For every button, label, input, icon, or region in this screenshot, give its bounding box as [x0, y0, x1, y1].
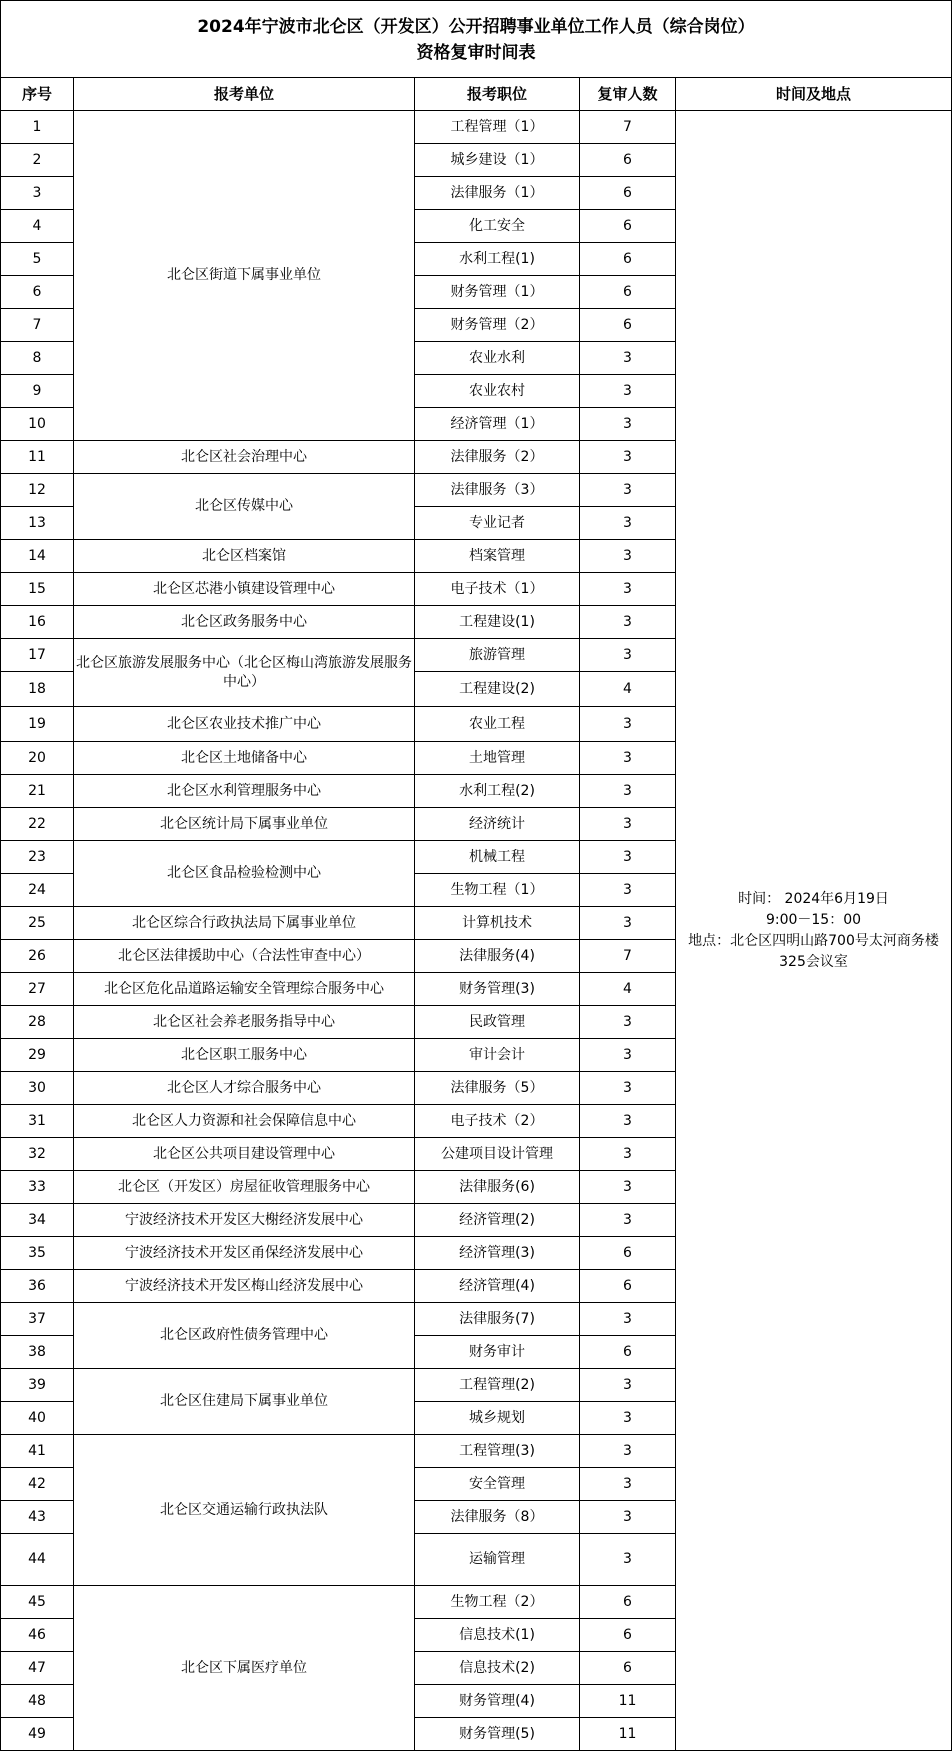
document-title: [0, 0, 952, 78]
row-seq: 11: [1, 441, 74, 474]
row-seq: 14: [1, 540, 74, 573]
row-count: 3: [580, 874, 676, 907]
row-seq: 1: [1, 111, 74, 144]
row-seq: 18: [1, 672, 74, 707]
row-seq: 49: [1, 1718, 74, 1751]
row-unit: 北仑区公共项目建设管理中心: [74, 1138, 415, 1171]
row-unit: 北仑区档案馆: [74, 540, 415, 573]
row-position: 生物工程（1）: [415, 874, 580, 907]
row-count: 7: [580, 940, 676, 973]
header-count: 复审人数: [580, 78, 676, 111]
row-count: 6: [580, 177, 676, 210]
row-seq: 41: [1, 1435, 74, 1468]
row-count: 3: [580, 507, 676, 540]
row-seq: 46: [1, 1619, 74, 1652]
row-unit: 北仑区住建局下属事业单位: [74, 1369, 415, 1435]
row-count: 6: [580, 309, 676, 342]
row-position: 公建项目设计管理: [415, 1138, 580, 1171]
row-unit: 北仑区政务服务中心: [74, 606, 415, 639]
schedule-hours: 9:00－15：00: [765, 911, 862, 928]
schedule-time: 时间： 2024年6月19日: [738, 890, 889, 907]
row-unit: 北仑区职工服务中心: [74, 1039, 415, 1072]
row-position: 经济统计: [415, 808, 580, 841]
row-count: 3: [580, 441, 676, 474]
row-count: 3: [580, 573, 676, 606]
row-seq: 40: [1, 1402, 74, 1435]
row-unit: 北仑区土地储备中心: [74, 742, 415, 775]
table-row: [1, 111, 952, 144]
row-unit: 北仑区人力资源和社会保障信息中心: [74, 1105, 415, 1138]
row-position: 财务管理(4): [415, 1685, 580, 1718]
row-unit: 北仑区（开发区）房屋征收管理服务中心: [74, 1171, 415, 1204]
row-seq: 8: [1, 342, 74, 375]
row-position: 农业工程: [415, 707, 580, 742]
row-seq: 6: [1, 276, 74, 309]
row-position: 工程管理(2): [415, 1369, 580, 1402]
row-seq: 30: [1, 1072, 74, 1105]
row-count: 3: [580, 707, 676, 742]
row-count: 7: [580, 111, 676, 144]
row-position: 水利工程(1): [415, 243, 580, 276]
row-position: 法律服务（8）: [415, 1501, 580, 1534]
row-seq: 9: [1, 375, 74, 408]
row-seq: 38: [1, 1336, 74, 1369]
header-position: 报考职位: [415, 78, 580, 111]
row-position: 经济管理(4): [415, 1270, 580, 1303]
row-position: 法律服务（5）: [415, 1072, 580, 1105]
row-position: 计算机技术: [415, 907, 580, 940]
title-line-2: 资格复审时间表: [416, 42, 536, 63]
header-row: [1, 78, 952, 111]
row-unit: 北仑区社会治理中心: [74, 441, 415, 474]
header-unit: 报考单位: [74, 78, 415, 111]
row-seq: 44: [1, 1534, 74, 1586]
row-position: 法律服务（3）: [415, 474, 580, 507]
header-seq: 序号: [1, 78, 74, 111]
row-seq: 3: [1, 177, 74, 210]
row-position: 水利工程(2): [415, 775, 580, 808]
row-count: 3: [580, 1006, 676, 1039]
row-unit: 北仑区法律援助中心（合法性审查中心）: [74, 940, 415, 973]
row-position: 农业水利: [415, 342, 580, 375]
row-count: 3: [580, 775, 676, 808]
schedule-info: [676, 111, 952, 1751]
row-position: 民政管理: [415, 1006, 580, 1039]
row-count: 3: [580, 1105, 676, 1138]
row-seq: 15: [1, 573, 74, 606]
row-count: 3: [580, 1501, 676, 1534]
row-position: 旅游管理: [415, 639, 580, 672]
row-unit: 宁波经济技术开发区梅山经济发展中心: [74, 1270, 415, 1303]
row-unit: 北仑区交通运输行政执法队: [74, 1435, 415, 1586]
row-seq: 39: [1, 1369, 74, 1402]
row-count: 3: [580, 1468, 676, 1501]
row-unit: 北仑区旅游发展服务中心（北仑区梅山湾旅游发展服务中心）: [74, 639, 415, 707]
row-count: 11: [580, 1718, 676, 1751]
row-unit: 北仑区传媒中心: [74, 474, 415, 540]
row-count: 3: [580, 742, 676, 775]
row-seq: 28: [1, 1006, 74, 1039]
row-seq: 36: [1, 1270, 74, 1303]
row-position: 法律服务(4): [415, 940, 580, 973]
row-seq: 4: [1, 210, 74, 243]
row-count: 3: [580, 907, 676, 940]
row-seq: 13: [1, 507, 74, 540]
row-position: 运输管理: [415, 1534, 580, 1586]
row-seq: 33: [1, 1171, 74, 1204]
row-count: 3: [580, 1072, 676, 1105]
row-seq: 2: [1, 144, 74, 177]
row-position: 经济管理（1）: [415, 408, 580, 441]
row-seq: 45: [1, 1586, 74, 1619]
row-seq: 17: [1, 639, 74, 672]
row-count: 3: [580, 540, 676, 573]
row-position: 城乡建设（1）: [415, 144, 580, 177]
row-position: 电子技术（2）: [415, 1105, 580, 1138]
row-count: 6: [580, 1336, 676, 1369]
row-position: 财务管理(3): [415, 973, 580, 1006]
row-count: 3: [580, 1039, 676, 1072]
row-count: 3: [580, 375, 676, 408]
row-seq: 10: [1, 408, 74, 441]
row-count: 4: [580, 672, 676, 707]
row-seq: 27: [1, 973, 74, 1006]
row-seq: 21: [1, 775, 74, 808]
row-seq: 43: [1, 1501, 74, 1534]
row-position: 电子技术（1）: [415, 573, 580, 606]
row-position: 财务管理（1）: [415, 276, 580, 309]
row-position: 工程管理(3): [415, 1435, 580, 1468]
row-count: 3: [580, 841, 676, 874]
row-position: 经济管理(3): [415, 1237, 580, 1270]
row-unit: 北仑区人才综合服务中心: [74, 1072, 415, 1105]
row-count: 3: [580, 1303, 676, 1336]
row-position: 工程建设(1): [415, 606, 580, 639]
row-position: 档案管理: [415, 540, 580, 573]
row-count: 3: [580, 408, 676, 441]
row-unit: 北仑区农业技术推广中心: [74, 707, 415, 742]
row-position: 农业农村: [415, 375, 580, 408]
row-seq: 34: [1, 1204, 74, 1237]
row-unit: 北仑区街道下属事业单位: [74, 111, 415, 441]
row-count: 3: [580, 1204, 676, 1237]
row-count: 6: [580, 243, 676, 276]
row-seq: 12: [1, 474, 74, 507]
row-unit: 北仑区统计局下属事业单位: [74, 808, 415, 841]
row-unit: 北仑区政府性债务管理中心: [74, 1303, 415, 1369]
row-count: 11: [580, 1685, 676, 1718]
row-position: 财务管理（2）: [415, 309, 580, 342]
row-count: 6: [580, 1270, 676, 1303]
row-count: 3: [580, 1402, 676, 1435]
row-position: 法律服务（2）: [415, 441, 580, 474]
row-seq: 7: [1, 309, 74, 342]
row-position: 信息技术(2): [415, 1652, 580, 1685]
row-count: 6: [580, 210, 676, 243]
title-line-1: 2024年宁波市北仑区（开发区）公开招聘事业单位工作人员（综合岗位）: [197, 16, 755, 37]
row-seq: 26: [1, 940, 74, 973]
row-unit: 宁波经济技术开发区甬保经济发展中心: [74, 1237, 415, 1270]
row-unit: 北仑区综合行政执法局下属事业单位: [74, 907, 415, 940]
row-seq: 16: [1, 606, 74, 639]
schedule-table: [0, 77, 952, 1751]
row-count: 3: [580, 606, 676, 639]
row-seq: 22: [1, 808, 74, 841]
row-seq: 23: [1, 841, 74, 874]
row-count: 4: [580, 973, 676, 1006]
row-position: 化工安全: [415, 210, 580, 243]
table-body: [1, 111, 952, 1751]
row-position: 机械工程: [415, 841, 580, 874]
row-count: 6: [580, 1652, 676, 1685]
row-seq: 31: [1, 1105, 74, 1138]
row-count: 3: [580, 1171, 676, 1204]
row-count: 6: [580, 1586, 676, 1619]
row-seq: 24: [1, 874, 74, 907]
row-count: 3: [580, 1138, 676, 1171]
row-position: 法律服务（1）: [415, 177, 580, 210]
row-seq: 42: [1, 1468, 74, 1501]
row-count: 6: [580, 1237, 676, 1270]
row-seq: 32: [1, 1138, 74, 1171]
row-position: 财务审计: [415, 1336, 580, 1369]
row-position: 城乡规划: [415, 1402, 580, 1435]
row-position: 法律服务(7): [415, 1303, 580, 1336]
row-seq: 25: [1, 907, 74, 940]
row-position: 工程建设(2): [415, 672, 580, 707]
row-count: 3: [580, 1369, 676, 1402]
row-position: 审计会计: [415, 1039, 580, 1072]
row-count: 3: [580, 808, 676, 841]
row-position: 安全管理: [415, 1468, 580, 1501]
row-unit: 北仑区水利管理服务中心: [74, 775, 415, 808]
row-position: 工程管理（1）: [415, 111, 580, 144]
row-seq: 29: [1, 1039, 74, 1072]
row-count: 3: [580, 1435, 676, 1468]
row-unit: 宁波经济技术开发区大榭经济发展中心: [74, 1204, 415, 1237]
row-seq: 47: [1, 1652, 74, 1685]
row-unit: 北仑区芯港小镇建设管理中心: [74, 573, 415, 606]
row-count: 3: [580, 639, 676, 672]
row-seq: 48: [1, 1685, 74, 1718]
row-unit: 北仑区下属医疗单位: [74, 1586, 415, 1751]
row-unit: 北仑区食品检验检测中心: [74, 841, 415, 907]
row-seq: 37: [1, 1303, 74, 1336]
schedule-place: 地点：北仑区四明山路700号太河商务楼325会议室: [688, 932, 939, 970]
row-count: 3: [580, 474, 676, 507]
row-seq: 19: [1, 707, 74, 742]
row-position: 生物工程（2）: [415, 1586, 580, 1619]
row-position: 土地管理: [415, 742, 580, 775]
row-position: 法律服务(6): [415, 1171, 580, 1204]
row-position: 经济管理(2): [415, 1204, 580, 1237]
row-count: 6: [580, 1619, 676, 1652]
header-timeplace: 时间及地点: [676, 78, 952, 111]
row-count: 3: [580, 342, 676, 375]
row-count: 3: [580, 1534, 676, 1586]
row-seq: 5: [1, 243, 74, 276]
row-unit: 北仑区社会养老服务指导中心: [74, 1006, 415, 1039]
row-count: 6: [580, 276, 676, 309]
row-position: 信息技术(1): [415, 1619, 580, 1652]
row-position: 专业记者: [415, 507, 580, 540]
row-seq: 20: [1, 742, 74, 775]
row-seq: 35: [1, 1237, 74, 1270]
row-position: 财务管理(5): [415, 1718, 580, 1751]
row-count: 6: [580, 144, 676, 177]
row-unit: 北仑区危化品道路运输安全管理综合服务中心: [74, 973, 415, 1006]
